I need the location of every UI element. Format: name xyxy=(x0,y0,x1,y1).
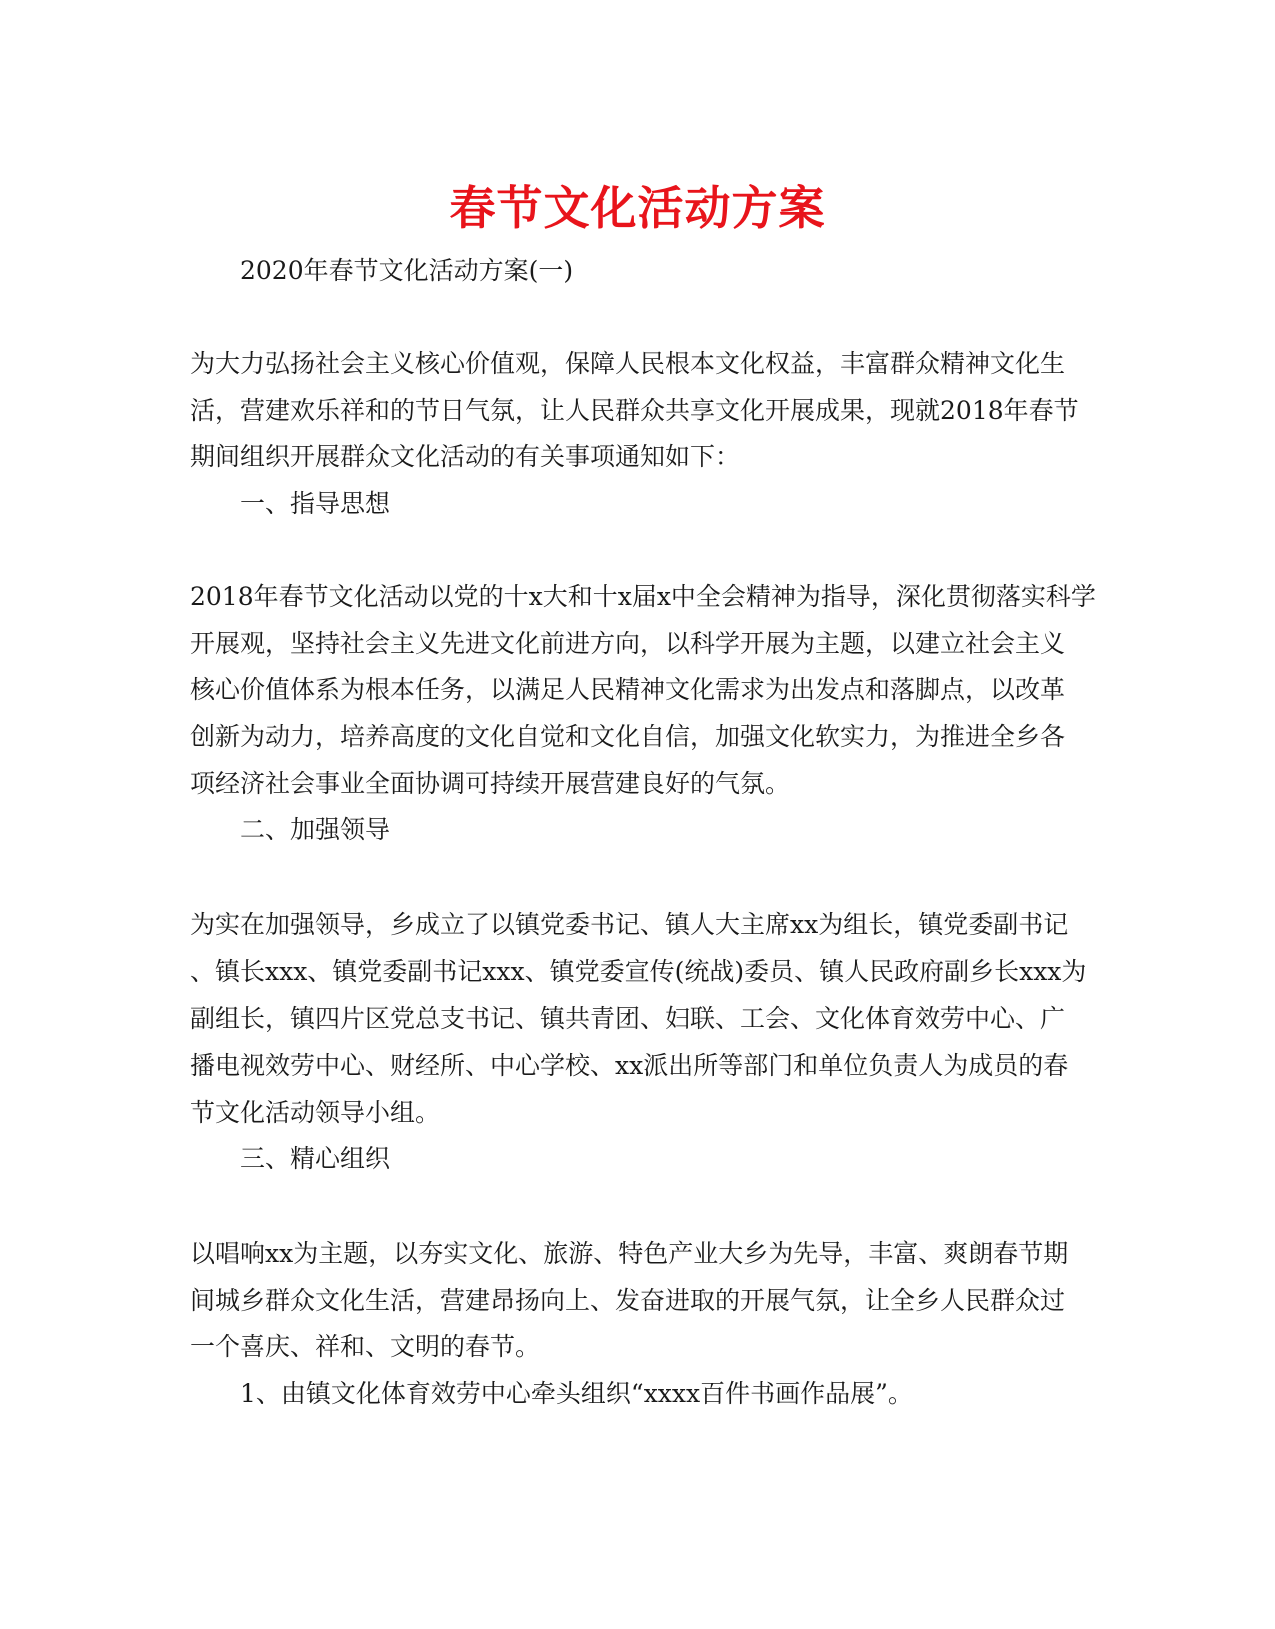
section-paragraph-line: 2018年春节文化活动以党的十x大和十x届x中全会精神为指导，深化贯彻落实科学 xyxy=(190,582,1096,611)
section-paragraph-line: 创新为动力，培养高度的文化自觉和文化自信，加强文化软实力，为推进全乡各 xyxy=(190,722,1066,751)
list-item: 1、由镇文化体育效劳中心牵头组织“xxxx百件书画作品展”。 xyxy=(240,1379,913,1408)
section-paragraph-line: 节文化活动领导小组。 xyxy=(190,1098,441,1127)
section-paragraph-line: 一个喜庆、祥和、文明的春节。 xyxy=(190,1332,541,1361)
document-title: 春节文化活动方案 xyxy=(449,181,826,235)
section-paragraph-line: 副组长，镇四片区党总支书记、镇共青团、妇联、工会、文化体育效劳中心、广 xyxy=(190,1004,1066,1033)
section-paragraph-line: 为实在加强领导，乡成立了以镇党委书记、镇人大主席xx为组长，镇党委副书记 xyxy=(190,910,1069,939)
intro-line: 期间组织开展群众文化活动的有关事项通知如下： xyxy=(190,442,741,471)
document-subtitle: 2020年春节文化活动方案(一) xyxy=(240,256,574,285)
section-paragraph-line: 以唱响xx为主题，以夯实文化、旅游、特色产业大乡为先导，丰富、爽朗春节期 xyxy=(190,1239,1069,1268)
section-paragraph-line: 播电视效劳中心、财经所、中心学校、xx派出所等部门和单位负责人为成员的春 xyxy=(190,1051,1069,1080)
section-paragraph-line: 间城乡群众文化生活，营建昂扬向上、发奋进取的开展气氛，让全乡人民群众过 xyxy=(190,1286,1066,1315)
intro-line: 为大力弘扬社会主义核心价值观，保障人民根本文化权益，丰富群众精神文化生 xyxy=(190,349,1066,378)
section-paragraph-line: 开展观，坚持社会主义先进文化前进方向，以科学开展为主题，以建立社会主义 xyxy=(190,629,1066,658)
section-paragraph-line: 项经济社会事业全面协调可持续开展营建良好的气氛。 xyxy=(190,769,791,798)
section-paragraph-line: 、镇长xxx、镇党委副书记xxx、镇党委宣传(统战)委员、镇人民政府副乡长xxx为 xyxy=(190,957,1087,986)
intro-line: 活，营建欢乐祥和的节日气氛，让人民群众共享文化开展成果，现就2018年春节 xyxy=(190,396,1079,425)
section-heading: 二、加强领导 xyxy=(240,815,391,844)
section-heading: 一、指导思想 xyxy=(240,489,391,518)
section-heading: 三、精心组织 xyxy=(240,1144,391,1173)
section-paragraph-line: 核心价值体系为根本任务，以满足人民精神文化需求为出发点和落脚点，以改革 xyxy=(190,675,1066,704)
